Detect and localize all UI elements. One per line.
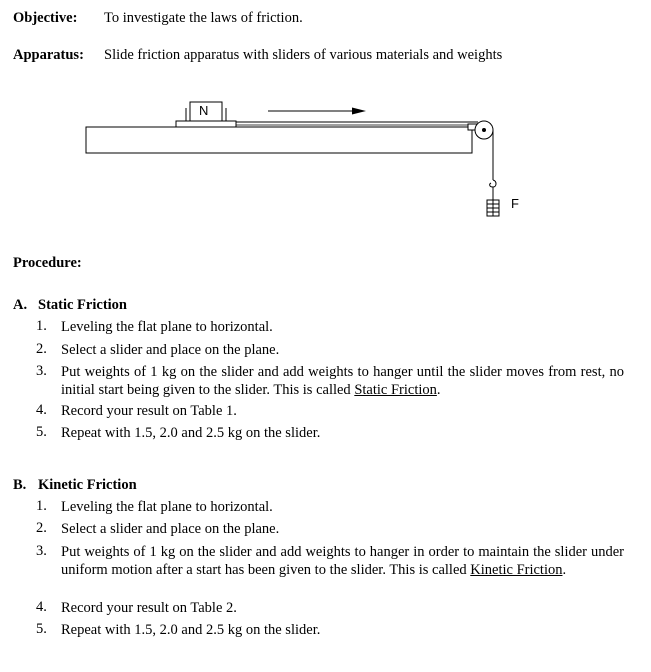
objective-text: To investigate the laws of friction. <box>104 10 303 26</box>
kinetic-friction-term: Kinetic Friction <box>470 562 563 578</box>
procedure-heading: Procedure: <box>13 255 82 271</box>
section-a-title: Static Friction <box>38 297 127 313</box>
force-label: F <box>511 196 519 211</box>
section-b-letter: B. <box>13 477 27 493</box>
flat-plane <box>86 127 472 153</box>
section-a-letter: A. <box>13 297 28 313</box>
arrow-head <box>352 108 366 115</box>
objective-label: Objective: <box>13 10 78 26</box>
section-b-title: Kinetic Friction <box>38 477 137 493</box>
slider-base <box>176 121 236 127</box>
apparatus-text: Slide friction apparatus with sliders of various materials and weights <box>104 47 503 63</box>
slider-label: N <box>199 103 209 118</box>
apparatus-label: Apparatus: <box>13 47 84 63</box>
static-friction-term: Static Friction <box>354 382 437 398</box>
hook-icon <box>490 180 496 187</box>
